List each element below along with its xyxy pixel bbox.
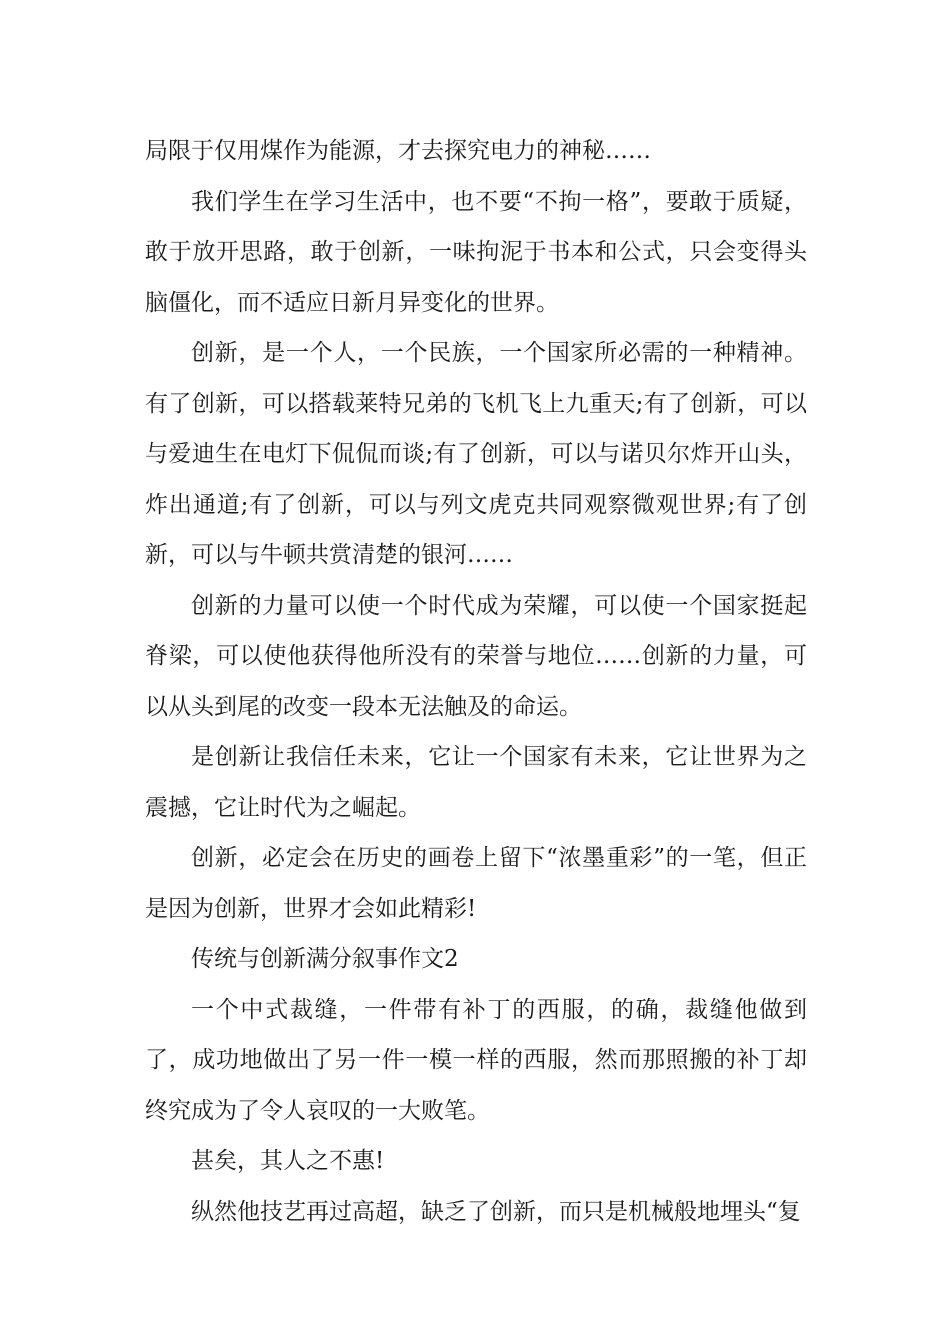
section-heading: 传统与创新满分叙事作文2 — [191, 946, 459, 972]
paragraph-6: 创新，必定会在历史的画卷上留下“浓墨重彩”的一笔，但正是因为创新，世界才会如此精彩! — [145, 845, 807, 922]
paragraph-1: 局限于仅用煤作为能源，才去探究电力的神秘…… — [145, 138, 651, 164]
paragraph-7: 一个中式裁缝，一件带有补丁的西服，的确，裁缝他做到了，成功地做出了另一件一模一样的西服，然而那照搬的补丁却终究成为了令人哀叹的一大败笔。 — [145, 996, 807, 1124]
paragraph-2: 我们学生在学习生活中，也不要“不拘一格”，要敢于质疑，敢于放开思路，敢于创新，一味拘泥于书本和公式，只会变得头脑僵化，而不适应日新月异变化的世界。 — [145, 188, 807, 316]
paragraph-9: 纵然他技艺再过高超，缺乏了创新，而只是机械般地埋头“复 — [191, 1198, 801, 1225]
paragraph-8: 甚矣，其人之不惠! — [191, 1148, 385, 1174]
paragraph-4: 创新的力量可以使一个时代成为荣耀，可以使一个国家挺起脊梁，可以使他获得他所没有的荣誉与地位……创新的力量，可以从头到尾的改变一段本无法触及的命运。 — [145, 592, 807, 720]
paragraph-5: 是创新让我信任未来，它让一个国家有未来，它让世界为之震撼，它让时代为之崛起。 — [145, 744, 807, 821]
paragraph-3: 创新，是一个人，一个民族，一个国家所必需的一种精神。有了创新，可以搭载莱特兄弟的飞机飞上九重天;有了创新，可以与爱迪生在电灯下侃侃而谈;有了创新，可以与诺贝尔炸开山头，炸出通道;有了创新，可以与列文虎克共同观察微观世界;有了创新，可以与牛顿共赏清楚的银河…… — [145, 340, 807, 568]
document-body — [145, 126, 807, 1237]
